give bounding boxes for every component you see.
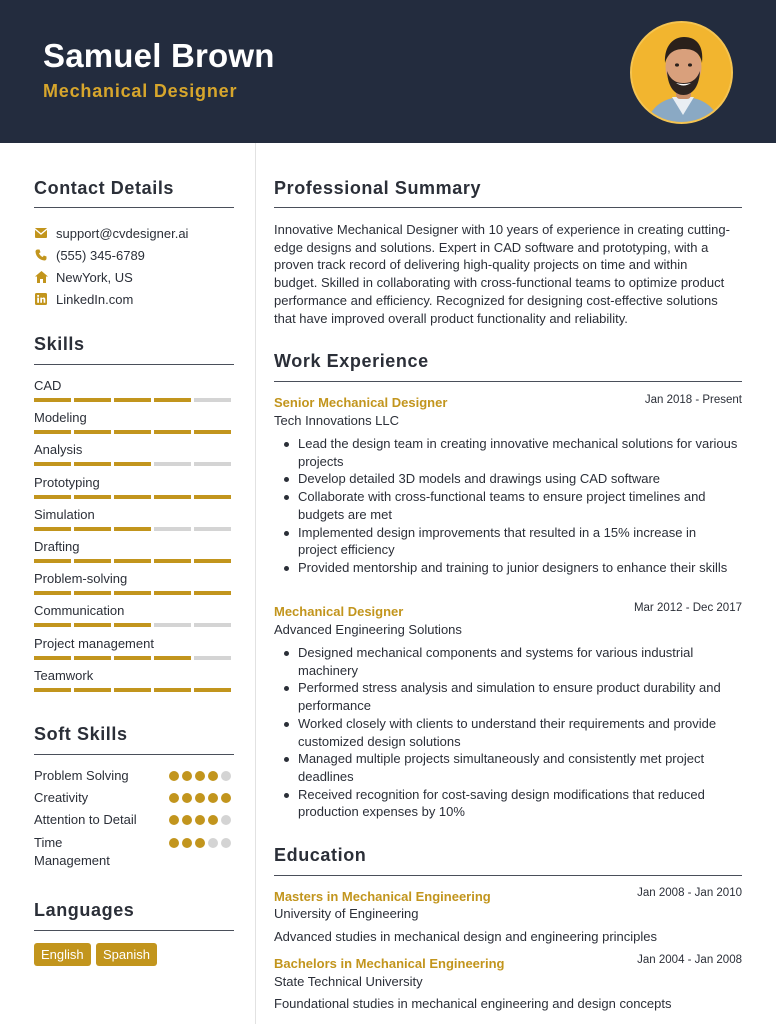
rating-dot [221,793,231,803]
job-role: Senior Mechanical Designer [274,395,448,410]
job-bullet: Performed stress analysis and simulation to ensure product durability and performance [298,679,738,714]
rating-dot [182,793,192,803]
education-desc: Advanced studies in mechanical design and engineering principles [274,929,658,944]
experience-rule [274,381,742,382]
job-company: Advanced Engineering Solutions [274,622,462,637]
soft-skill-rating [169,815,231,825]
skill-row [34,441,234,466]
skill-level-segment [34,527,71,531]
job-bullets [298,644,738,821]
skill-level-segment [34,398,71,402]
languages-rule [34,930,234,931]
rating-dot [195,793,205,803]
job-bullet: Collaborate with cross-functional teams to ensure project timelines and budgets are met [298,488,738,523]
skill-row [34,570,234,595]
job-company: Tech Innovations LLC [274,413,400,428]
soft-skill-label: Attention to Detail [34,812,137,827]
job-bullet: Received recognition for cost-saving design modifications that reduced production expenses by 10% [298,786,738,821]
contact-phone-text: (555) 345-6789 [56,247,145,263]
soft-skill-rating [169,838,231,848]
skill-level-segment [114,398,151,402]
contact-linkedin-text: LinkedIn.com [56,291,134,307]
skill-level-segment [34,430,71,434]
skill-level-segment [194,591,231,595]
job-bullet: Lead the design team in creating innovative mechanical solutions for various projects [298,436,738,469]
skill-level-segment [34,495,71,499]
education-heading: Education [274,845,367,865]
skill-level-bar [34,559,234,563]
skill-level-bar [34,656,234,660]
skill-level-segment [194,462,231,466]
skill-level-segment [74,688,111,692]
skill-level-segment [74,591,111,595]
rating-dot [182,838,192,848]
contact-rule [34,207,234,208]
column-divider [255,143,256,1024]
soft-skill-row [34,834,234,870]
rating-dot [195,771,205,781]
rating-dot [195,838,205,848]
rating-dot [182,815,192,825]
rating-dot [208,815,218,825]
skill-level-segment [34,462,71,466]
education-school: University of Engineering [274,906,419,921]
skill-level-segment [34,591,71,595]
education-school: State Technical University [274,974,423,989]
skill-label: Problem-solving [34,571,128,587]
skill-label: Prototyping [34,474,100,490]
languages-heading: Languages [34,900,135,920]
skill-level-bar [34,398,234,402]
skill-label: Project management [34,635,154,651]
job-dates: Mar 2012 - Dec 2017 [633,602,742,614]
skill-level-segment [114,559,151,563]
job-bullet: Worked closely with clients to understand their requirements and provide customized design solutions [298,715,738,750]
rating-dot [221,838,231,848]
contact-location [34,268,133,286]
skill-level-segment [194,430,231,434]
skill-level-segment [154,559,191,563]
skill-level-segment [194,656,231,660]
skill-label: Teamwork [34,667,94,683]
skill-level-segment [74,623,111,627]
job-dates: Jan 2018 - Present [644,394,742,406]
skill-level-segment [154,656,191,660]
skill-row [34,602,234,627]
soft-skill-rating [169,793,231,803]
experience-heading: Work Experience [274,351,429,371]
linkedin-icon [34,292,48,306]
skill-level-segment [34,656,71,660]
skill-level-bar [34,688,234,692]
job-bullets [298,435,738,577]
skill-level-segment [114,688,151,692]
skill-level-segment [154,527,191,531]
skill-level-segment [74,495,111,499]
rating-dot [169,815,179,825]
skill-label: Analysis [34,442,83,458]
resume-header [0,0,776,143]
skill-label: Modeling [34,410,87,426]
job-bullet: Implemented design improvements that resulted in a 15% increase in project efficiency [298,524,738,559]
education-rule [274,875,742,876]
skill-level-segment [194,527,231,531]
job-bullet: Designed mechanical components and systems for various industrial machinery [298,644,738,679]
skill-level-segment [194,688,231,692]
skill-level-segment [154,398,191,402]
skill-level-segment [154,688,191,692]
rating-dot [208,771,218,781]
skills-rule [34,364,234,365]
skill-level-bar [34,527,234,531]
skill-row [34,635,234,660]
job-bullet: Provided mentorship and training to junior designers to enhance their skills [298,559,738,577]
rating-dot [169,793,179,803]
envelope-icon [34,226,48,240]
skill-level-segment [74,398,111,402]
skill-row [34,377,234,402]
language-badge-spanish: Spanish [96,943,157,966]
skill-level-bar [34,591,234,595]
rating-dot [169,771,179,781]
soft-skill-label: Time Management [34,835,110,868]
contact-heading: Contact Details [34,178,175,198]
skill-level-segment [74,462,111,466]
skill-level-segment [114,527,151,531]
skill-level-segment [154,430,191,434]
candidate-title: Mechanical Designer [43,81,238,101]
skill-label: Simulation [34,506,95,522]
skill-level-segment [114,656,151,660]
rating-dot [221,771,231,781]
skill-level-bar [34,623,234,627]
skill-level-segment [194,398,231,402]
skill-level-segment [34,623,71,627]
skill-level-bar [34,430,234,434]
skill-level-segment [74,527,111,531]
home-icon [34,270,48,284]
skill-level-segment [34,559,71,563]
skill-label: Drafting [34,539,80,554]
education-degree: Masters in Mechanical Engineering [274,889,491,904]
skill-level-segment [74,656,111,660]
summary-text: Innovative Mechanical Designer with 10 years of experience in creating cutting-edge designs and solutions. Expert in CAD software and prototyping, with a proven track record of delivering high-quality projects on time and within budget. Skilled in collaborating with cross-functional teams to optimize product performance and efficiency. Recognized for designing cost-effective solutions that have improved overall product functionality and reliability. [274,222,730,326]
skill-level-segment [114,462,151,466]
skill-label: CAD [34,378,62,393]
skill-level-segment [114,495,151,499]
phone-icon [34,248,48,262]
summary-rule [274,207,742,208]
skill-level-bar [34,462,234,466]
rating-dot [208,838,218,848]
avatar-portrait-icon [632,23,733,124]
contact-email [34,224,188,242]
skill-level-segment [194,559,231,563]
soft-skills-heading: Soft Skills [34,724,128,744]
job-role: Mechanical Designer [274,604,404,619]
skills-heading: Skills [34,334,85,354]
job-bullet: Develop detailed 3D models and drawings using CAD software [298,470,738,488]
education-dates: Jan 2004 - Jan 2008 [637,954,742,966]
skill-level-segment [114,623,151,627]
skill-level-segment [34,688,71,692]
skill-level-bar [34,495,234,499]
summary-heading: Professional Summary [274,178,482,198]
soft-skill-label: Problem Solving [34,768,129,783]
contact-phone [34,246,145,264]
education-desc: Foundational studies in mechanical engineering and design concepts [274,996,672,1011]
skill-row [34,667,234,692]
education-degree: Bachelors in Mechanical Engineering [274,956,505,971]
skill-row [34,474,234,499]
candidate-name: Samuel Brown [43,37,275,74]
contact-location-text: NewYork, US [56,269,133,285]
skill-level-segment [114,591,151,595]
soft-skill-rating [169,771,231,781]
skill-level-segment [194,623,231,627]
skill-level-segment [154,462,191,466]
skill-level-segment [74,559,111,563]
skill-row [34,538,234,563]
rating-dot [169,838,179,848]
skill-level-segment [154,495,191,499]
skill-row [34,409,234,434]
rating-dot [208,793,218,803]
contact-linkedin [34,290,133,308]
education-dates: Jan 2008 - Jan 2010 [637,887,742,899]
rating-dot [195,815,205,825]
skill-label: Communication [34,603,125,619]
skill-level-segment [114,430,151,434]
rating-dot [221,815,231,825]
skill-row [34,506,234,531]
contact-email-text: support@cvdesigner.ai [56,225,189,241]
profile-photo [630,21,733,124]
skill-level-segment [194,495,231,499]
language-badge-english: English [34,943,91,966]
job-bullet: Managed multiple projects simultaneously and consistently met project deadlines [298,750,738,785]
soft-skills-rule [34,754,234,755]
skill-level-segment [74,430,111,434]
skill-level-segment [154,623,191,627]
skill-level-segment [154,591,191,595]
rating-dot [182,771,192,781]
soft-skill-label: Creativity [34,790,89,805]
